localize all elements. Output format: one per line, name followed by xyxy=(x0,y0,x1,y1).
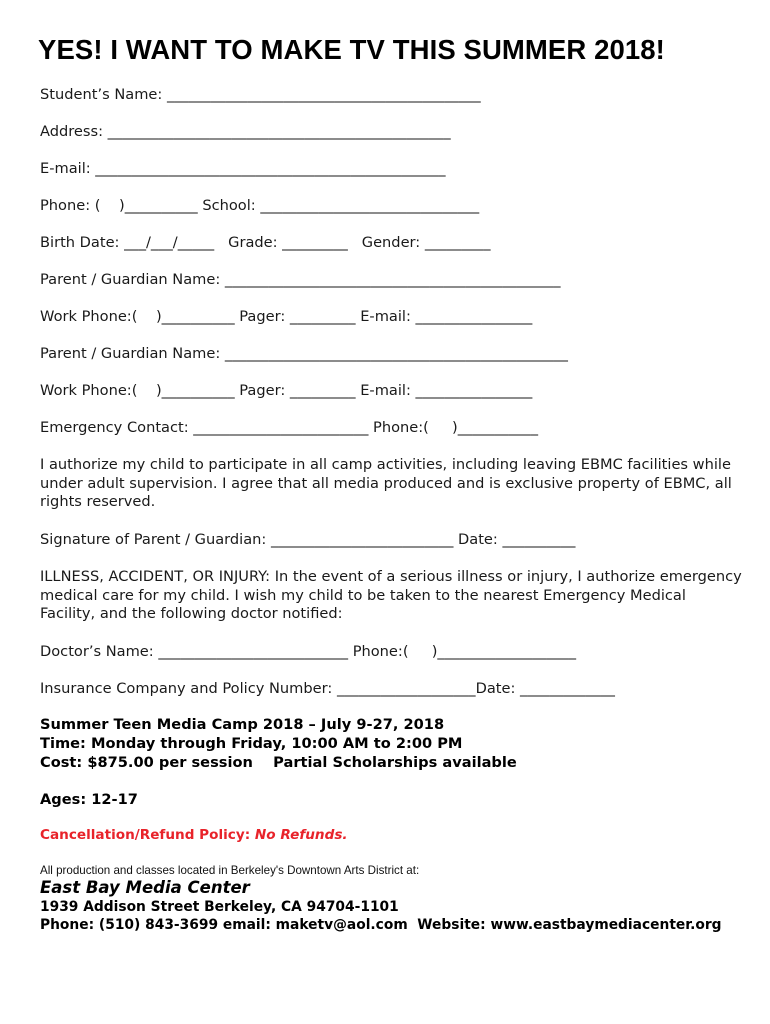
location-note: All production and classes located in Berkeley's Downtown Arts District at: xyxy=(40,864,420,877)
org-contact: Phone: (510) 843-3699 email: maketv@aol.com Website: www.eastbaymediacenter.org xyxy=(40,917,722,933)
phone-school-field[interactable]: Phone: ( )__________ School: ______________________________ xyxy=(40,197,480,214)
camp-ages: Ages: 12-17 xyxy=(40,791,138,808)
authorization-text: I authorize my child to participate in all camp activities, including leaving EBMC facilities while under adult supervision. I agree that all media produced and is exclusive property of EBMC, all rights reserved. xyxy=(40,456,732,510)
refund-policy xyxy=(40,826,348,844)
work-phone-field-1[interactable]: Work Phone:( )__________ Pager: _________ E-mail: ________________ xyxy=(40,308,533,325)
birth-grade-gender-field[interactable]: Birth Date: ___/___/_____ Grade: _________ Gender: _________ xyxy=(40,234,491,251)
signature-field[interactable]: Signature of Parent / Guardian: _________________________ Date: __________ xyxy=(40,531,576,548)
org-name: East Bay Media Center xyxy=(40,878,250,897)
guardian-name-field-2[interactable]: Parent / Guardian Name: _______________________________________________ xyxy=(40,345,568,362)
camp-dates: Summer Teen Media Camp 2018 – July 9-27, 2018 xyxy=(40,716,445,733)
page-title: YES! I WANT TO MAKE TV THIS SUMMER 2018! xyxy=(38,34,665,65)
email-field[interactable]: E-mail: ________________________________________________ xyxy=(40,160,446,177)
org-address: 1939 Addison Street Berkeley, CA 94704-1101 xyxy=(40,899,399,915)
student-name-field[interactable]: Student’s Name: ___________________________________________ xyxy=(40,86,481,103)
camp-time: Time: Monday through Friday, 10:00 AM to 2:00 PM xyxy=(40,735,463,752)
work-phone-field-2[interactable]: Work Phone:( )__________ Pager: _________ E-mail: ________________ xyxy=(40,382,533,399)
camp-cost: Cost: $875.00 per session Partial Scholarships available xyxy=(40,754,517,771)
emergency-contact-field[interactable]: Emergency Contact: ________________________ Phone:( )___________ xyxy=(40,419,539,436)
doctor-field[interactable]: Doctor’s Name: __________________________ Phone:( )___________________ xyxy=(40,643,577,660)
refund-policy-value: No Refunds. xyxy=(254,827,348,843)
address-field[interactable]: Address: _______________________________________________ xyxy=(40,123,451,140)
refund-policy-label: Cancellation/Refund Policy: xyxy=(40,827,251,843)
illness-text: ILLNESS, ACCIDENT, OR INJURY: In the event of a serious illness or injury, I authorize emergency medical care for my child. I wish my child to be taken to the nearest Emergency Medical Facility, and the following doctor notified: xyxy=(40,568,742,622)
guardian-name-field-1[interactable]: Parent / Guardian Name: ______________________________________________ xyxy=(40,271,561,288)
insurance-field[interactable]: Insurance Company and Policy Number: ___________________Date: _____________ xyxy=(40,680,615,697)
